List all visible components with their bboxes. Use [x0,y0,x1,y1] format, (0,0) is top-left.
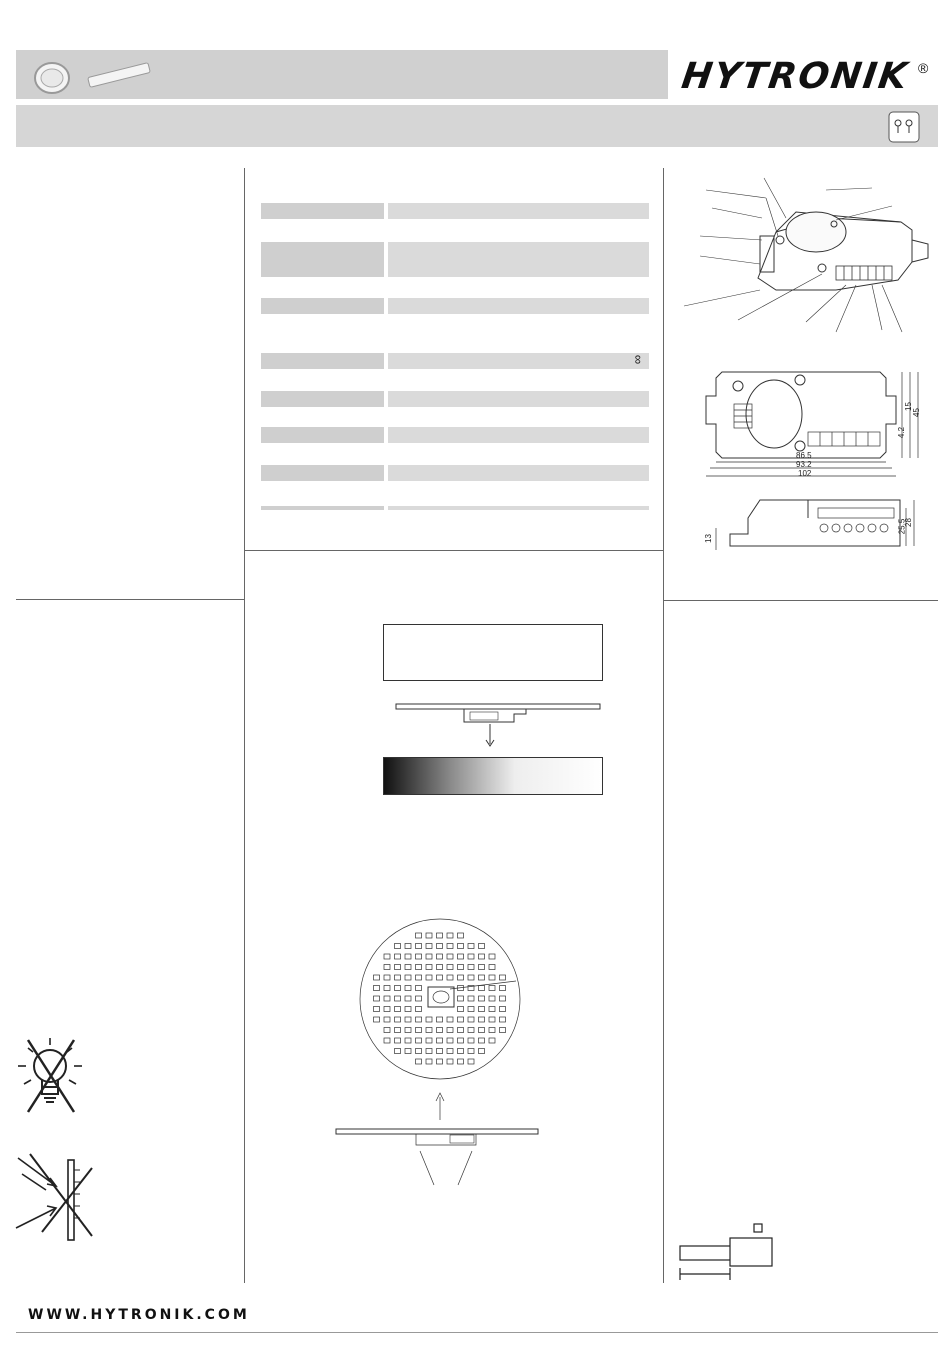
cable-strip-drawing [676,1218,788,1282]
table-row-label [261,242,384,277]
column-divider-right [663,168,664,1283]
gradient-strip [383,757,603,795]
table-row-value [388,353,649,369]
dim-base-height: 13 [703,534,713,543]
infinity-mark: ∞ [630,354,646,365]
table-row-value [388,242,649,277]
dim-length-inner: 86.5 [796,451,812,460]
table-row-value [388,298,649,314]
table-row-label [261,298,384,314]
table-row-value [388,203,649,219]
table-row-label [261,391,384,407]
side-view-dimension-drawing [700,494,924,558]
dim-length-outer: 102 [798,469,812,478]
table-row-label [261,427,384,443]
top-view-dimension-drawing [696,362,938,482]
table-row-label [261,465,384,481]
dim-total-height: 28 [903,518,913,527]
table-row-value [388,427,649,443]
no-lamp-icon [14,1032,86,1118]
left-section-rule [16,599,244,600]
table-row-label [261,506,384,510]
dim-height-outer: 45 [911,408,921,417]
dim-length-mid: 93.2 [796,460,812,469]
dim-height-small: 4.2 [897,426,907,439]
sensor-lights-icon [888,111,920,143]
table-row-label [261,353,384,369]
center-section-rule [244,550,663,551]
footer-rule [16,1332,938,1333]
dim-height-mid: 15 [903,402,913,411]
luminaire-icons [26,54,166,96]
product-isometric-drawing [676,170,938,345]
table-row-value [388,506,649,510]
subheader-banner [16,105,938,147]
table-row-label [261,203,384,219]
mounting-surface-box [383,624,603,681]
registered-mark: ® [918,60,929,76]
header-banner [16,50,668,99]
dim-body-height: 25.5 [897,518,907,535]
table-row-value [388,465,649,481]
right-section-rule [663,600,938,601]
brand-logo: HYTRONIK [679,56,912,97]
table-row-value [388,391,649,407]
pcb-side-drawing [394,700,604,752]
no-obstruction-icon [12,1146,96,1242]
antenna-pattern-drawing [330,915,550,1195]
column-divider-left [244,168,245,1283]
footer-website: WWW.HYTRONIK.COM [28,1307,250,1323]
